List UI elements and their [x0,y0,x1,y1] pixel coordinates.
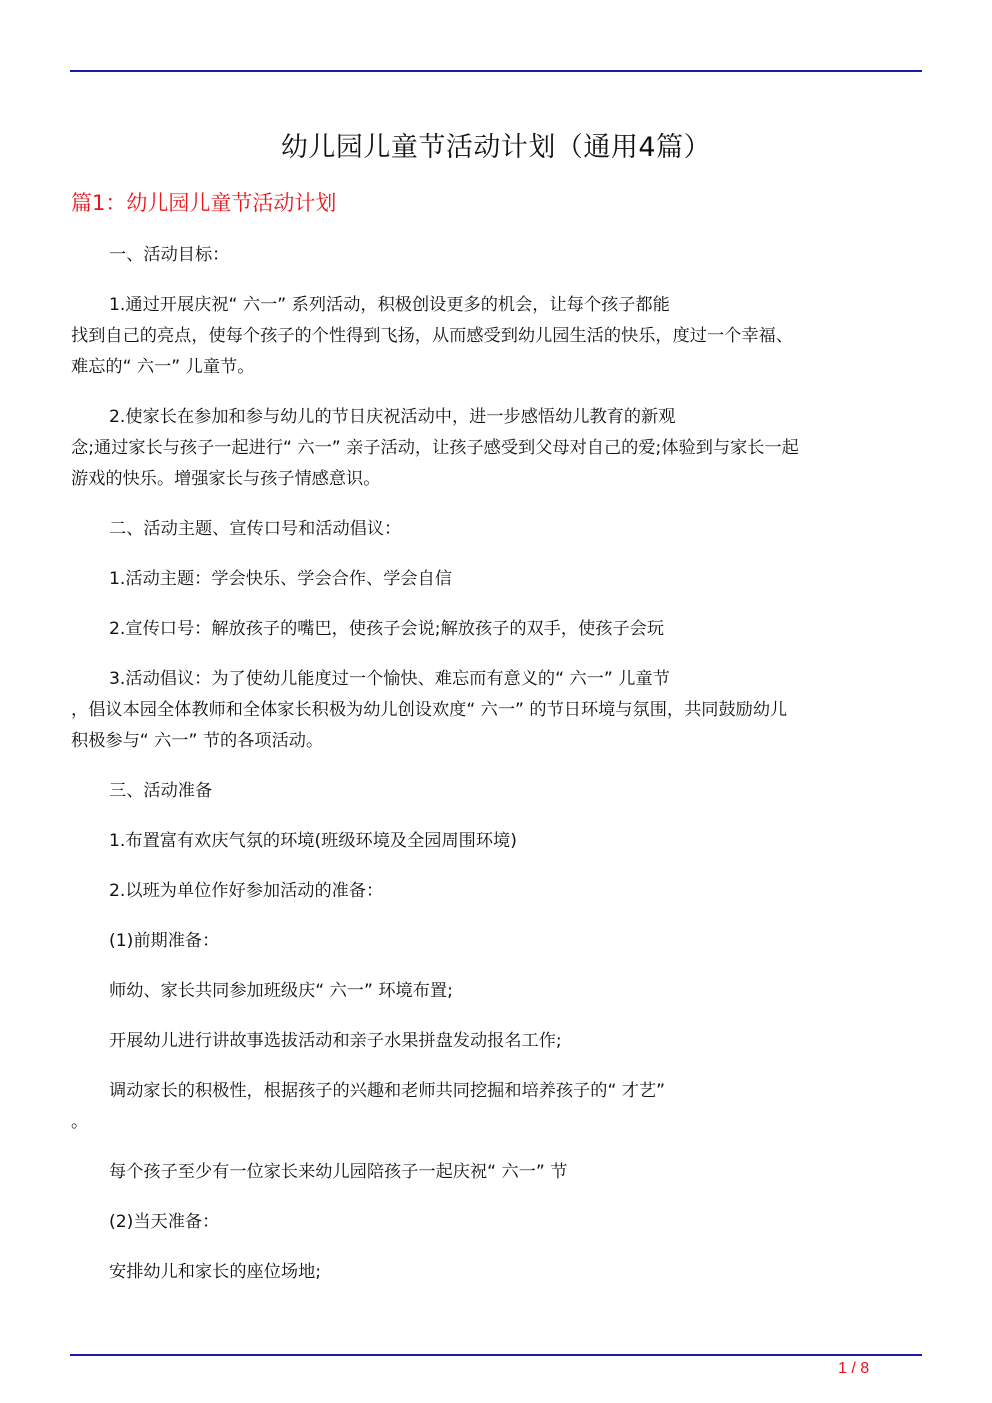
text-line: ，倡议本园全体教师和全体家长积极为幼儿创设欢度“ 六一” 的节日环境与氛围，共同鼓励幼儿 [71,700,788,720]
paragraph-theme-3 [71,664,923,757]
text-line: 。 [71,1112,89,1132]
text-line: 2.使家长在参加和参与幼儿的节日庆祝活动中，进一步感悟幼儿教育的新观 [109,407,676,427]
paragraph-theme-2 [71,614,923,645]
paragraph-prep-2 [71,876,923,907]
text-line: 找到自己的亮点，使每个孩子的个性得到飞扬，从而感受到幼儿园生活的快乐，度过一个幸福、 [71,326,793,346]
paragraph-goal-heading [71,240,923,271]
paragraph-prep-heading [71,776,923,807]
paragraph-goal-2 [71,402,923,495]
paragraph-prep-1 [71,826,923,857]
paragraph-theme-1 [71,564,923,595]
text-line: 1.活动主题：学会快乐、学会合作、学会自信 [109,569,452,589]
paragraph-prep-early-3 [71,1076,923,1138]
section-heading: 篇1：幼儿园儿童节活动计划 [71,191,337,215]
text-line: (2)当天准备： [109,1212,220,1232]
text-line: 难忘的“ 六一” 儿童节。 [71,357,255,377]
paragraph-theme-heading [71,514,923,545]
header-rule [70,70,922,72]
text-line: 安排幼儿和家长的座位场地; [109,1262,322,1282]
paragraph-prep-early-1 [71,976,923,1007]
paragraph-prep-early-2 [71,1026,923,1057]
text-line: 积极参与“ 六一” 节的各项活动。 [71,731,324,751]
paragraph-prep-early [71,926,923,957]
text-line: 调动家长的积极性，根据孩子的兴趣和老师共同挖掘和培养孩子的“ 才艺” [109,1081,666,1101]
paragraph-goal-1 [71,290,923,383]
text-line: 三、活动准备 [109,781,213,801]
text-line: 二、活动主题、宣传口号和活动倡议： [109,519,402,539]
text-line: 开展幼儿进行讲故事选拔活动和亲子水果拼盘发动报名工作; [109,1031,562,1051]
footer-rule [70,1354,922,1356]
paragraph-prep-day [71,1207,923,1238]
text-line: 师幼、家长共同参加班级庆“ 六一” 环境布置; [109,981,453,1001]
text-line: 每个孩子至少有一位家长来幼儿园陪孩子一起庆祝“ 六一” 节 [109,1162,568,1182]
text-line: 2.宣传口号：解放孩子的嘴巴，使孩子会说;解放孩子的双手，使孩子会玩 [109,619,665,639]
text-line: 游戏的快乐。增强家长与孩子情感意识。 [71,469,381,489]
paragraph-prep-early-4 [71,1157,923,1188]
text-line: 2.以班为单位作好参加活动的准备： [109,881,384,901]
text-line: 1.布置富有欢庆气氛的环境(班级环境及全园周围环境) [109,831,517,851]
text-line: 3.活动倡议：为了使幼儿能度过一个愉快、难忘而有意义的“ 六一” 儿童节 [109,669,670,689]
text-line: 1.通过开展庆祝“ 六一” 系列活动，积极创设更多的机会，让每个孩子都能 [109,295,670,315]
document-body [71,240,923,1307]
paragraph-prep-day-1 [71,1257,923,1288]
page-number: 1 / 8 [838,1360,870,1377]
text-line: 念;通过家长与孩子一起进行“ 六一” 亲子活动，让孩子感受到父母对自己的爱;体验到与家长一起 [71,438,799,458]
document-title: 幼儿园儿童节活动计划（通用4篇） [280,132,712,163]
text-line: 一、活动目标： [109,245,230,265]
text-line: (1)前期准备： [109,931,220,951]
